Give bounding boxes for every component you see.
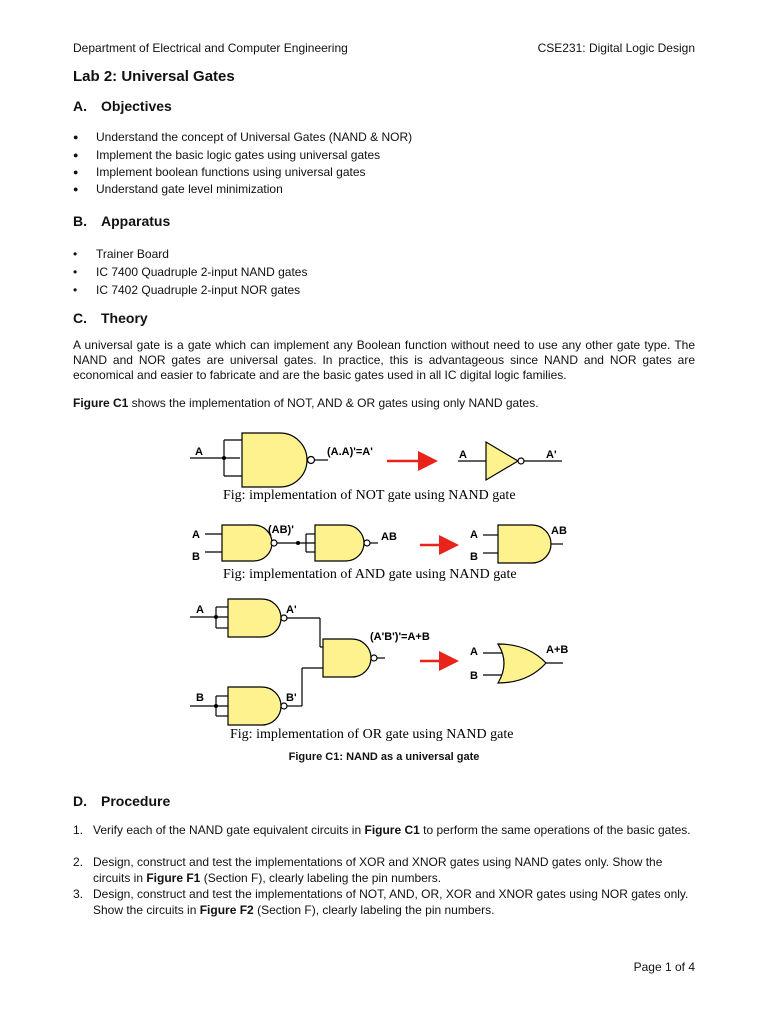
procedure-heading: D. Procedure xyxy=(73,793,171,809)
apparatus-heading: B. Apparatus xyxy=(73,213,171,229)
header-department: Department of Electrical and Computer Engineering xyxy=(73,41,348,55)
and-section xyxy=(192,524,567,582)
or-output-label: (A'B')'=A+B xyxy=(370,631,430,643)
and-output-label: AB xyxy=(381,531,397,543)
nand-gate-or-a xyxy=(228,599,281,637)
and-result-b: B xyxy=(470,551,478,563)
not-input-label: A xyxy=(195,446,203,458)
and-caption: Fig: implementation of AND gate using NAND gate xyxy=(223,567,517,582)
nand-gate-not xyxy=(242,433,307,487)
and-gate-symbol xyxy=(498,525,551,563)
and-result-a: A xyxy=(470,529,478,541)
or-input-a: A xyxy=(196,604,204,616)
page-number: Page 1 of 4 xyxy=(633,960,695,974)
and-input-a: A xyxy=(192,529,200,541)
not-section xyxy=(190,433,562,503)
or-section xyxy=(190,599,568,742)
theory-heading: C. Theory xyxy=(73,310,148,326)
theory-paragraph: A universal gate is a gate which can implement any Boolean function without need to use any other gate type. The NAND and NOR gates are universal gates. In practice, this is advantageous since NAND and NOR gates are economical and easier to fabricate and are the basic gates used in all IC digital logic families. xyxy=(73,338,695,382)
nand-gate-or-final xyxy=(323,639,371,677)
nand-gate-and-2 xyxy=(315,525,364,561)
or-result-b: B xyxy=(470,670,478,682)
not-result-input: A xyxy=(459,449,467,461)
not-output-label: (A.A)'=A' xyxy=(327,446,373,458)
or-gate-symbol xyxy=(498,644,546,683)
header-course: CSE231: Digital Logic Design xyxy=(537,41,695,55)
procedure-item: 3. Design, construct and test the implementations of NOT, AND, OR, XOR and XNOR gates using NOR gates only. Show the circuits in Figure F2 (Section F), clearly labeling the pin numbers. xyxy=(73,887,689,917)
not-gate-symbol xyxy=(486,442,518,480)
and-result-output: AB xyxy=(551,525,567,537)
objectives-heading: A. Objectives xyxy=(73,98,172,114)
not-caption: Fig: implementation of NOT gate using NAND gate xyxy=(223,488,516,503)
not-result-output: A' xyxy=(546,449,557,461)
procedure-item: 2. Design, construct and test the implementations of XOR and XNOR gates using NAND gates only. Show the circuits in Figure F1 (Section F), clearly labeling the pin numbers. xyxy=(73,855,663,885)
or-input-b: B xyxy=(196,692,204,704)
figure-caption: Figure C1: NAND as a universal gate xyxy=(288,751,480,763)
page-title: Lab 2: Universal Gates xyxy=(73,68,235,85)
figure-reference: Figure C1 shows the implementation of NOT, AND & OR gates using only NAND gates. xyxy=(73,396,539,410)
or-caption: Fig: implementation of OR gate using NAND gate xyxy=(230,727,514,742)
nand-gate-and-1 xyxy=(222,525,272,561)
and-input-b: B xyxy=(192,551,200,563)
nand-universal-figure xyxy=(180,425,580,747)
or-result-output: A+B xyxy=(546,644,569,656)
and-mid-label: (AB)' xyxy=(268,524,294,536)
or-b-inverted: B' xyxy=(286,692,297,704)
or-result-a: A xyxy=(470,646,478,658)
nand-gate-or-b xyxy=(228,687,281,725)
procedure-item: 1. Verify each of the NAND gate equivalent circuits in Figure C1 to perform the same operations of the basic gates. xyxy=(73,823,691,837)
or-a-inverted: A' xyxy=(286,604,297,616)
